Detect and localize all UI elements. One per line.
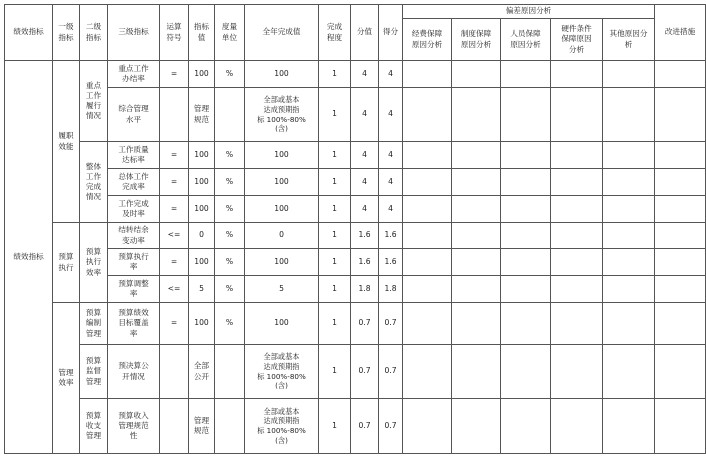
header-target: 指标 值: [189, 5, 215, 61]
unit-cell: [215, 88, 245, 142]
score-value-cell: 0.7: [351, 399, 379, 454]
header-hardware-reason: 硬件条件 保障原因 分析: [551, 19, 603, 61]
score-cell: 4: [379, 196, 403, 223]
operator-cell: =: [160, 142, 189, 169]
degree-cell: 1: [319, 345, 351, 399]
unit-cell: %: [215, 223, 245, 249]
header-funding-reason: 经费保障 原因分析: [403, 19, 452, 61]
level1-label: 预算 执行: [53, 223, 80, 303]
level1-label: 履职 效能: [53, 61, 80, 223]
score-value-cell: 4: [351, 88, 379, 142]
actual-cell: 100: [245, 303, 319, 345]
header-annual-actual: 全年完成值: [245, 5, 319, 61]
empty-cell: [603, 303, 655, 345]
level3-label: 结转结余 变动率: [108, 223, 160, 249]
score-value-cell: 0.7: [351, 345, 379, 399]
score-value-cell: 4: [351, 61, 379, 88]
empty-cell: [655, 169, 706, 196]
empty-cell: [452, 196, 501, 223]
operator-cell: [160, 88, 189, 142]
actual-cell: 100: [245, 142, 319, 169]
empty-cell: [551, 276, 603, 303]
empty-cell: [403, 169, 452, 196]
empty-cell: [403, 61, 452, 88]
table-row: [5, 142, 706, 169]
header-level2: 二级 指标: [80, 5, 108, 61]
empty-cell: [551, 303, 603, 345]
empty-cell: [403, 276, 452, 303]
table-row: [5, 61, 706, 88]
empty-cell: [452, 345, 501, 399]
score-cell: 1.6: [379, 249, 403, 276]
actual-cell: 5: [245, 276, 319, 303]
empty-cell: [655, 399, 706, 454]
header-performance-indicator: 绩效指标: [5, 5, 53, 61]
level2-label: 预算 收支 管理: [80, 399, 108, 454]
empty-cell: [603, 223, 655, 249]
score-cell: 4: [379, 88, 403, 142]
empty-cell: [452, 399, 501, 454]
header-score-value: 分值: [351, 5, 379, 61]
unit-cell: %: [215, 142, 245, 169]
header-other-reason: 其他原因分 析: [603, 19, 655, 61]
table-row: [5, 276, 706, 303]
empty-cell: [603, 142, 655, 169]
level2-label: 预算 执行 效率: [80, 223, 108, 303]
empty-cell: [603, 88, 655, 142]
target-cell: 100: [189, 196, 215, 223]
empty-cell: [603, 249, 655, 276]
empty-cell: [551, 142, 603, 169]
level3-label: 预算执行 率: [108, 249, 160, 276]
empty-cell: [603, 399, 655, 454]
degree-cell: 1: [319, 88, 351, 142]
empty-cell: [551, 88, 603, 142]
unit-cell: %: [215, 249, 245, 276]
header-level1: 一级 指标: [53, 5, 80, 61]
operator-cell: [160, 399, 189, 454]
actual-cell: 全部或基本 达成预期指 标 100%-80% (含): [245, 345, 319, 399]
empty-cell: [501, 61, 551, 88]
score-cell: 4: [379, 61, 403, 88]
score-value-cell: 1.8: [351, 276, 379, 303]
actual-cell: 0: [245, 223, 319, 249]
unit-cell: %: [215, 169, 245, 196]
level3-label: 综合管理 水平: [108, 88, 160, 142]
degree-cell: 1: [319, 276, 351, 303]
empty-cell: [501, 223, 551, 249]
level3-label: 重点工作 办结率: [108, 61, 160, 88]
target-cell: 100: [189, 303, 215, 345]
header-score: 得分: [379, 5, 403, 61]
empty-cell: [501, 169, 551, 196]
performance-table: [4, 4, 706, 454]
empty-cell: [655, 142, 706, 169]
empty-cell: [655, 345, 706, 399]
level3-label: 预决算公 开情况: [108, 345, 160, 399]
empty-cell: [501, 88, 551, 142]
level3-label: 工作质量 达标率: [108, 142, 160, 169]
score-value-cell: 1.6: [351, 249, 379, 276]
score-cell: 4: [379, 142, 403, 169]
empty-cell: [603, 196, 655, 223]
empty-cell: [403, 88, 452, 142]
empty-cell: [655, 61, 706, 88]
score-cell: 0.7: [379, 345, 403, 399]
degree-cell: 1: [319, 169, 351, 196]
empty-cell: [501, 249, 551, 276]
score-cell: 0.7: [379, 303, 403, 345]
empty-cell: [655, 276, 706, 303]
level2-label: 重点 工作 履行 情况: [80, 61, 108, 142]
level3-label: 总体工作 完成率: [108, 169, 160, 196]
degree-cell: 1: [319, 303, 351, 345]
level3-label: 预算调整 率: [108, 276, 160, 303]
level3-label: 预算收入 管理规范 性: [108, 399, 160, 454]
empty-cell: [452, 249, 501, 276]
empty-cell: [501, 345, 551, 399]
score-value-cell: 1.6: [351, 223, 379, 249]
empty-cell: [655, 196, 706, 223]
score-value-cell: 4: [351, 142, 379, 169]
actual-cell: 100: [245, 61, 319, 88]
level1-label: 管理 效率: [53, 303, 80, 454]
operator-cell: <=: [160, 276, 189, 303]
unit-cell: [215, 345, 245, 399]
degree-cell: 1: [319, 196, 351, 223]
header-operator: 运算 符号: [160, 5, 189, 61]
empty-cell: [452, 88, 501, 142]
empty-cell: [551, 399, 603, 454]
header-level3: 三级指标: [108, 5, 160, 61]
actual-cell: 100: [245, 249, 319, 276]
operator-cell: [160, 345, 189, 399]
degree-cell: 1: [319, 249, 351, 276]
operator-cell: =: [160, 196, 189, 223]
empty-cell: [655, 249, 706, 276]
empty-cell: [603, 276, 655, 303]
operator-cell: =: [160, 169, 189, 196]
target-cell: 全部 公开: [189, 345, 215, 399]
empty-cell: [603, 169, 655, 196]
target-cell: 管理 规范: [189, 88, 215, 142]
empty-cell: [452, 276, 501, 303]
table-row: [5, 169, 706, 196]
table-row: [5, 249, 706, 276]
score-cell: 1.6: [379, 223, 403, 249]
empty-cell: [452, 61, 501, 88]
empty-cell: [501, 196, 551, 223]
score-cell: 4: [379, 169, 403, 196]
score-cell: 0.7: [379, 399, 403, 454]
empty-cell: [403, 223, 452, 249]
empty-cell: [551, 223, 603, 249]
unit-cell: [215, 399, 245, 454]
root-indicator-label: 绩效指标: [5, 61, 53, 454]
empty-cell: [501, 142, 551, 169]
unit-cell: %: [215, 303, 245, 345]
target-cell: 0: [189, 223, 215, 249]
target-cell: 100: [189, 169, 215, 196]
empty-cell: [551, 169, 603, 196]
degree-cell: 1: [319, 61, 351, 88]
empty-cell: [501, 399, 551, 454]
table-row: [5, 303, 706, 345]
level3-label: 工作完成 及时率: [108, 196, 160, 223]
empty-cell: [551, 61, 603, 88]
empty-cell: [655, 223, 706, 249]
target-cell: 100: [189, 249, 215, 276]
empty-cell: [501, 276, 551, 303]
empty-cell: [403, 142, 452, 169]
empty-cell: [655, 303, 706, 345]
operator-cell: <=: [160, 223, 189, 249]
unit-cell: %: [215, 196, 245, 223]
table-row: [5, 88, 706, 142]
header-system-reason: 制度保障 原因分析: [452, 19, 501, 61]
actual-cell: 100: [245, 196, 319, 223]
operator-cell: =: [160, 61, 189, 88]
degree-cell: 1: [319, 223, 351, 249]
actual-cell: 全部或基本 达成预期指 标 100%-80% (含): [245, 88, 319, 142]
empty-cell: [403, 345, 452, 399]
target-cell: 管理 规范: [189, 399, 215, 454]
empty-cell: [551, 196, 603, 223]
score-cell: 1.8: [379, 276, 403, 303]
operator-cell: =: [160, 249, 189, 276]
operator-cell: =: [160, 303, 189, 345]
header-deviation-analysis: 偏差原因分析: [403, 5, 655, 19]
empty-cell: [403, 303, 452, 345]
empty-cell: [403, 196, 452, 223]
header-unit: 度量 单位: [215, 5, 245, 61]
empty-cell: [501, 303, 551, 345]
table-row: [5, 196, 706, 223]
score-value-cell: 0.7: [351, 303, 379, 345]
actual-cell: 100: [245, 169, 319, 196]
unit-cell: %: [215, 276, 245, 303]
score-value-cell: 4: [351, 196, 379, 223]
degree-cell: 1: [319, 142, 351, 169]
empty-cell: [452, 303, 501, 345]
actual-cell: 全部或基本 达成预期指 标 100%-80% (含): [245, 399, 319, 454]
unit-cell: %: [215, 61, 245, 88]
header-improvement: 改进措施: [655, 5, 706, 61]
table-row: [5, 399, 706, 454]
level2-label: 预算 编制 管理: [80, 303, 108, 345]
table-row: [5, 223, 706, 249]
empty-cell: [403, 249, 452, 276]
empty-cell: [603, 61, 655, 88]
header-completion-degree: 完成 程度: [319, 5, 351, 61]
degree-cell: 1: [319, 399, 351, 454]
table-row: [5, 345, 706, 399]
empty-cell: [452, 142, 501, 169]
level2-label: 预算 监督 管理: [80, 345, 108, 399]
empty-cell: [452, 169, 501, 196]
target-cell: 5: [189, 276, 215, 303]
empty-cell: [655, 88, 706, 142]
level3-label: 预算绩效 目标覆盖 率: [108, 303, 160, 345]
target-cell: 100: [189, 61, 215, 88]
empty-cell: [551, 249, 603, 276]
empty-cell: [603, 345, 655, 399]
empty-cell: [551, 345, 603, 399]
empty-cell: [452, 223, 501, 249]
header-staff-reason: 人员保障 原因分析: [501, 19, 551, 61]
empty-cell: [403, 399, 452, 454]
level2-label: 整体 工作 完成 情况: [80, 142, 108, 223]
score-value-cell: 4: [351, 169, 379, 196]
target-cell: 100: [189, 142, 215, 169]
